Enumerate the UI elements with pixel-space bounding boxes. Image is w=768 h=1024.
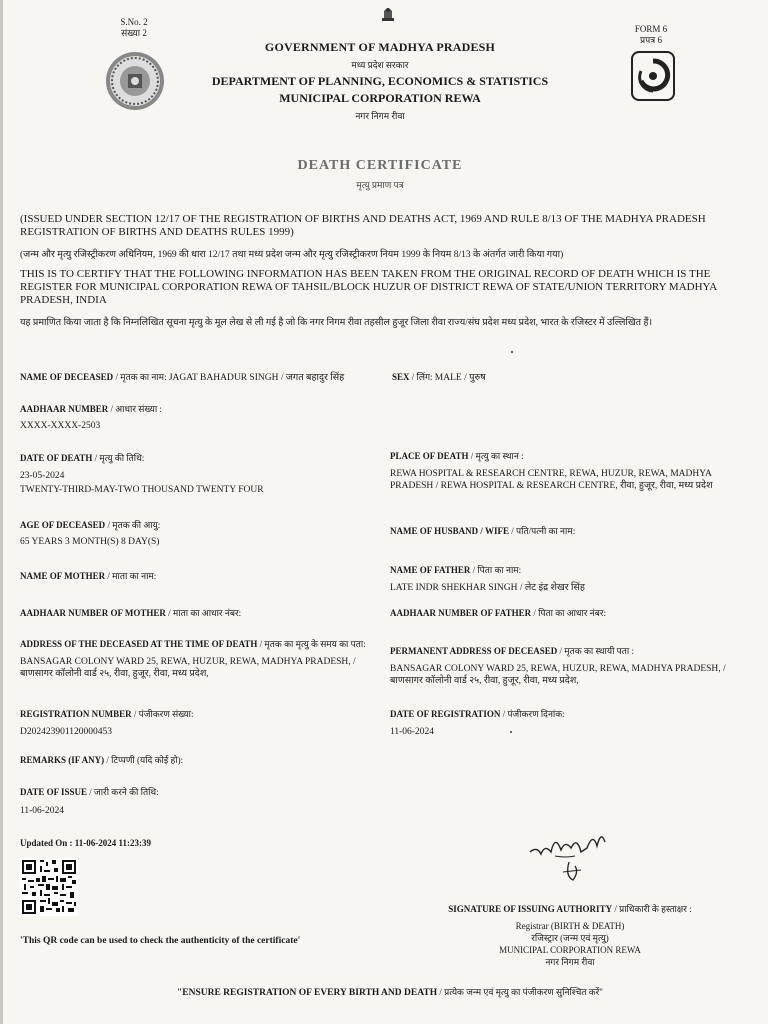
certificate-title-hi: मृत्यु प्रमाण पत्र	[356, 180, 404, 190]
aadhaar-value: XXXX-XXXX-2503	[20, 421, 101, 431]
dod-label-hi: / मृत्यु की तिथि:	[92, 453, 145, 463]
perm-addr-label-hi: / मृतक का स्थायी पता :	[557, 646, 634, 656]
registrar-hi: रजिस्ट्रार (जन्म एवं मृत्यु)	[531, 933, 609, 943]
addr-death-label: ADDRESS OF THE DECEASED AT THE TIME OF DEATH	[20, 639, 258, 649]
name-label-hi: / मृतक का नाम:	[113, 372, 169, 382]
regno-label: REGISTRATION NUMBER	[20, 709, 132, 719]
certificate-title	[230, 158, 530, 191]
perm-addr-value: BANSAGAR COLONY WARD 25, REWA, HUZUR, REWA, MADHYA PRADESH, / बाणसागर कॉलोनी वार्ड २५, रीवा, हुजूर, रीवा, मध्य प्रदेश,	[390, 664, 726, 686]
field-date-of-registration	[390, 704, 730, 739]
field-date-of-death	[20, 448, 370, 496]
field-age	[20, 515, 360, 549]
aadhaar-mother-label: AADHAAR NUMBER OF MOTHER	[20, 608, 166, 618]
state-emblem-icon	[104, 50, 166, 112]
sig-label-hi: / प्राधिकारी के हस्ताक्षर :	[612, 904, 692, 914]
serial-number	[104, 17, 164, 39]
doi-value: 11-06-2024	[20, 806, 64, 816]
certify-text-hi: यह प्रमाणित किया जाता है कि निम्नलिखित सूचना मृत्यु के मूल लेख से ली गई है जो कि नगर निगम रीवा तहसील हुजूर जिला रीवा राज्य/संघ प्रदेश मध्य प्रदेश, भारत के रजिस्टर में उल्लिखित हैं।	[20, 318, 653, 328]
aadhaar-father-label-hi: / पिता का आधार नंबर:	[531, 608, 607, 618]
sig-label: SIGNATURE OF ISSUING AUTHORITY	[448, 904, 613, 914]
serial-number-hi: संख्या 2	[121, 28, 147, 38]
sex-value: MALE / पुरुष	[434, 373, 486, 383]
scan-speck	[511, 351, 513, 353]
national-emblem-icon	[378, 4, 398, 24]
scan-edge	[0, 0, 3, 1024]
pod-value: REWA HOSPITAL & RESEARCH CENTRE, REWA, HUZUR, REWA, MADHYA PRADESH / REWA HOSPITAL & RESEARCH CENTRE, रीवा, हुजूर, रीवा, मध्य प्रदेश	[390, 469, 713, 491]
census-logo-icon	[631, 51, 675, 101]
department-title: DEPARTMENT OF PLANNING, ECONOMICS & STATISTICS	[211, 74, 549, 88]
aadhaar-father-label: AADHAAR NUMBER OF FATHER	[390, 608, 532, 618]
name-value: JAGAT BAHADUR SINGH / जगत बहादुर सिंह	[168, 373, 345, 383]
sig-corp-hi: नगर निगम रीवा	[545, 957, 595, 967]
issued-under-hi: (जन्म और मृत्यु रजिस्ट्रीकरण अधिनियम, 1969 की धारा 12/17 तथा मध्य प्रदेश जन्म और मृत्यु रजिस्ट्रीकरण नियम 1999 के नियम 8/13 के अंतर्गत जारी किया गया)	[20, 250, 564, 260]
signature-block	[420, 899, 720, 968]
form-number-en: FORM 6	[634, 24, 668, 34]
dor-label: DATE OF REGISTRATION	[390, 709, 501, 719]
perm-addr-label: PERMANENT ADDRESS OF DECEASED	[390, 646, 558, 656]
field-date-of-issue	[20, 782, 360, 818]
qr-note: 'This QR code can be used to check the authenticity of the certificate'	[20, 936, 301, 946]
header-block	[180, 40, 580, 122]
dor-value: 11-06-2024	[390, 727, 434, 737]
remarks-label-hi: / टिप्पणी (यदि कोई हो):	[104, 755, 184, 765]
govt-title-en: GOVERNMENT OF MADHYA PRADESH	[264, 40, 496, 54]
field-place-of-death	[390, 446, 750, 492]
slogan-hi: / प्रत्येक जन्म एवं मृत्यु का पंजीकरण सुनिश्चित करें"	[437, 987, 603, 997]
field-mother	[20, 566, 360, 584]
aadhaar-label-hi: / आधार संख्या :	[108, 404, 162, 414]
registrar-en: Registrar (BIRTH & DEATH)	[515, 921, 625, 931]
doi-label: DATE OF ISSUE	[20, 787, 88, 797]
aadhaar-label: AADHAAR NUMBER	[20, 404, 109, 414]
form-number	[626, 24, 676, 46]
field-father	[390, 560, 750, 595]
regno-value: D202423901120000453	[20, 727, 113, 737]
field-sex	[392, 367, 592, 385]
sex-label: SEX	[392, 372, 410, 382]
age-value: 65 YEARS 3 MONTH(S) 8 DAY(S)	[20, 537, 160, 547]
field-aadhaar-mother	[20, 603, 380, 621]
issued-under-en: (ISSUED UNDER SECTION 12/17 OF THE REGISTRATION OF BIRTHS AND DEATHS ACT, 1969 AND RULE 8/13 OF THE MADHYA PRADESH REGISTRATION OF BIRTHS AND DEATHS RULES 1999)	[20, 213, 706, 238]
age-label-hi: / मृतक की आयु:	[105, 520, 161, 530]
scan-speck	[510, 731, 512, 733]
field-name-of-deceased	[20, 367, 400, 385]
dor-label-hi: / पंजीकरण दिनांक:	[500, 709, 565, 719]
spouse-label-hi: / पति/पत्नी का नाम:	[509, 526, 576, 536]
updated-on: Updated On : 11-06-2024 11:23:39	[20, 838, 152, 848]
name-label: NAME OF DECEASED	[20, 372, 114, 382]
slogan-en: "ENSURE REGISTRATION OF EVERY BIRTH AND DEATH	[177, 988, 438, 998]
serial-number-en: S.No. 2	[120, 17, 148, 27]
sex-label-hi: / लिंग:	[409, 372, 435, 382]
aadhaar-mother-label-hi: / माता का आधार नंबर:	[165, 608, 242, 618]
sig-corp-en: MUNICIPAL CORPORATION REWA	[499, 945, 641, 955]
dod-label: DATE OF DEATH	[20, 453, 93, 463]
spouse-label: NAME OF HUSBAND / WIFE	[390, 526, 510, 536]
father-value: LATE INDR SHEKHAR SINGH / लेट इंद्र शेखर सिंह	[390, 583, 585, 593]
father-label-hi: / पिता का नाम:	[470, 565, 522, 575]
certify-text-en: THIS IS TO CERTIFY THAT THE FOLLOWING INFORMATION HAS BEEN TAKEN FROM THE ORIGINAL RECORD OF DEATH WHICH IS THE REGISTER FOR MUNICIPAL CORPORATION REWA OF TAHSIL/BLOCK HUZUR OF DISTRICT REWA OF STATE/UNION TERRITORY MADHYA PRADESH, INDIA	[20, 268, 717, 306]
dod-value: 23-05-2024	[20, 471, 65, 481]
mother-label: NAME OF MOTHER	[20, 571, 106, 581]
age-label: AGE OF DECEASED	[20, 520, 106, 530]
addr-death-value: BANSAGAR COLONY WARD 25, REWA, HUZUR, REWA, MADHYA PRADESH, / बाणसागर कॉलोनी वार्ड २५, रीवा, हुजूर, रीवा, मध्य प्रदेश,	[20, 657, 356, 679]
corporation-title-hi: नगर निगम रीवा	[355, 111, 405, 121]
signature-scrawl	[525, 826, 620, 888]
pod-label: PLACE OF DEATH	[390, 451, 469, 461]
corporation-title-en: MUNICIPAL CORPORATION REWA	[279, 91, 481, 105]
regno-label-hi: / पंजीकरण संख्या:	[131, 709, 194, 719]
field-permanent-address	[390, 641, 740, 687]
field-aadhaar-father	[390, 603, 750, 621]
dod-words: TWENTY-THIRD-MAY-TWO THOUSAND TWENTY FOUR	[20, 484, 264, 495]
form-number-hi: प्रपत्र 6	[640, 35, 662, 45]
mother-label-hi: / माता का नाम:	[105, 571, 157, 581]
father-label: NAME OF FATHER	[390, 565, 471, 575]
certificate-title-en: DEATH CERTIFICATE	[297, 158, 463, 173]
pod-label-hi: / मृत्यु का स्थान :	[468, 451, 524, 461]
govt-title-hi: मध्य प्रदेश सरकार	[351, 60, 409, 70]
field-registration-number	[20, 704, 360, 739]
doi-label-hi: / जारी करने की तिथि:	[87, 787, 159, 797]
field-remarks	[20, 750, 360, 768]
remarks-label: REMARKS (IF ANY)	[20, 755, 105, 765]
addr-death-label-hi: / मृतक का मृत्यु के समय का पता:	[257, 639, 366, 649]
slogan	[90, 982, 690, 1000]
qr-code-icon[interactable]	[20, 858, 78, 916]
field-address-at-death	[20, 634, 370, 680]
field-aadhaar	[20, 399, 360, 433]
field-spouse	[390, 521, 750, 539]
